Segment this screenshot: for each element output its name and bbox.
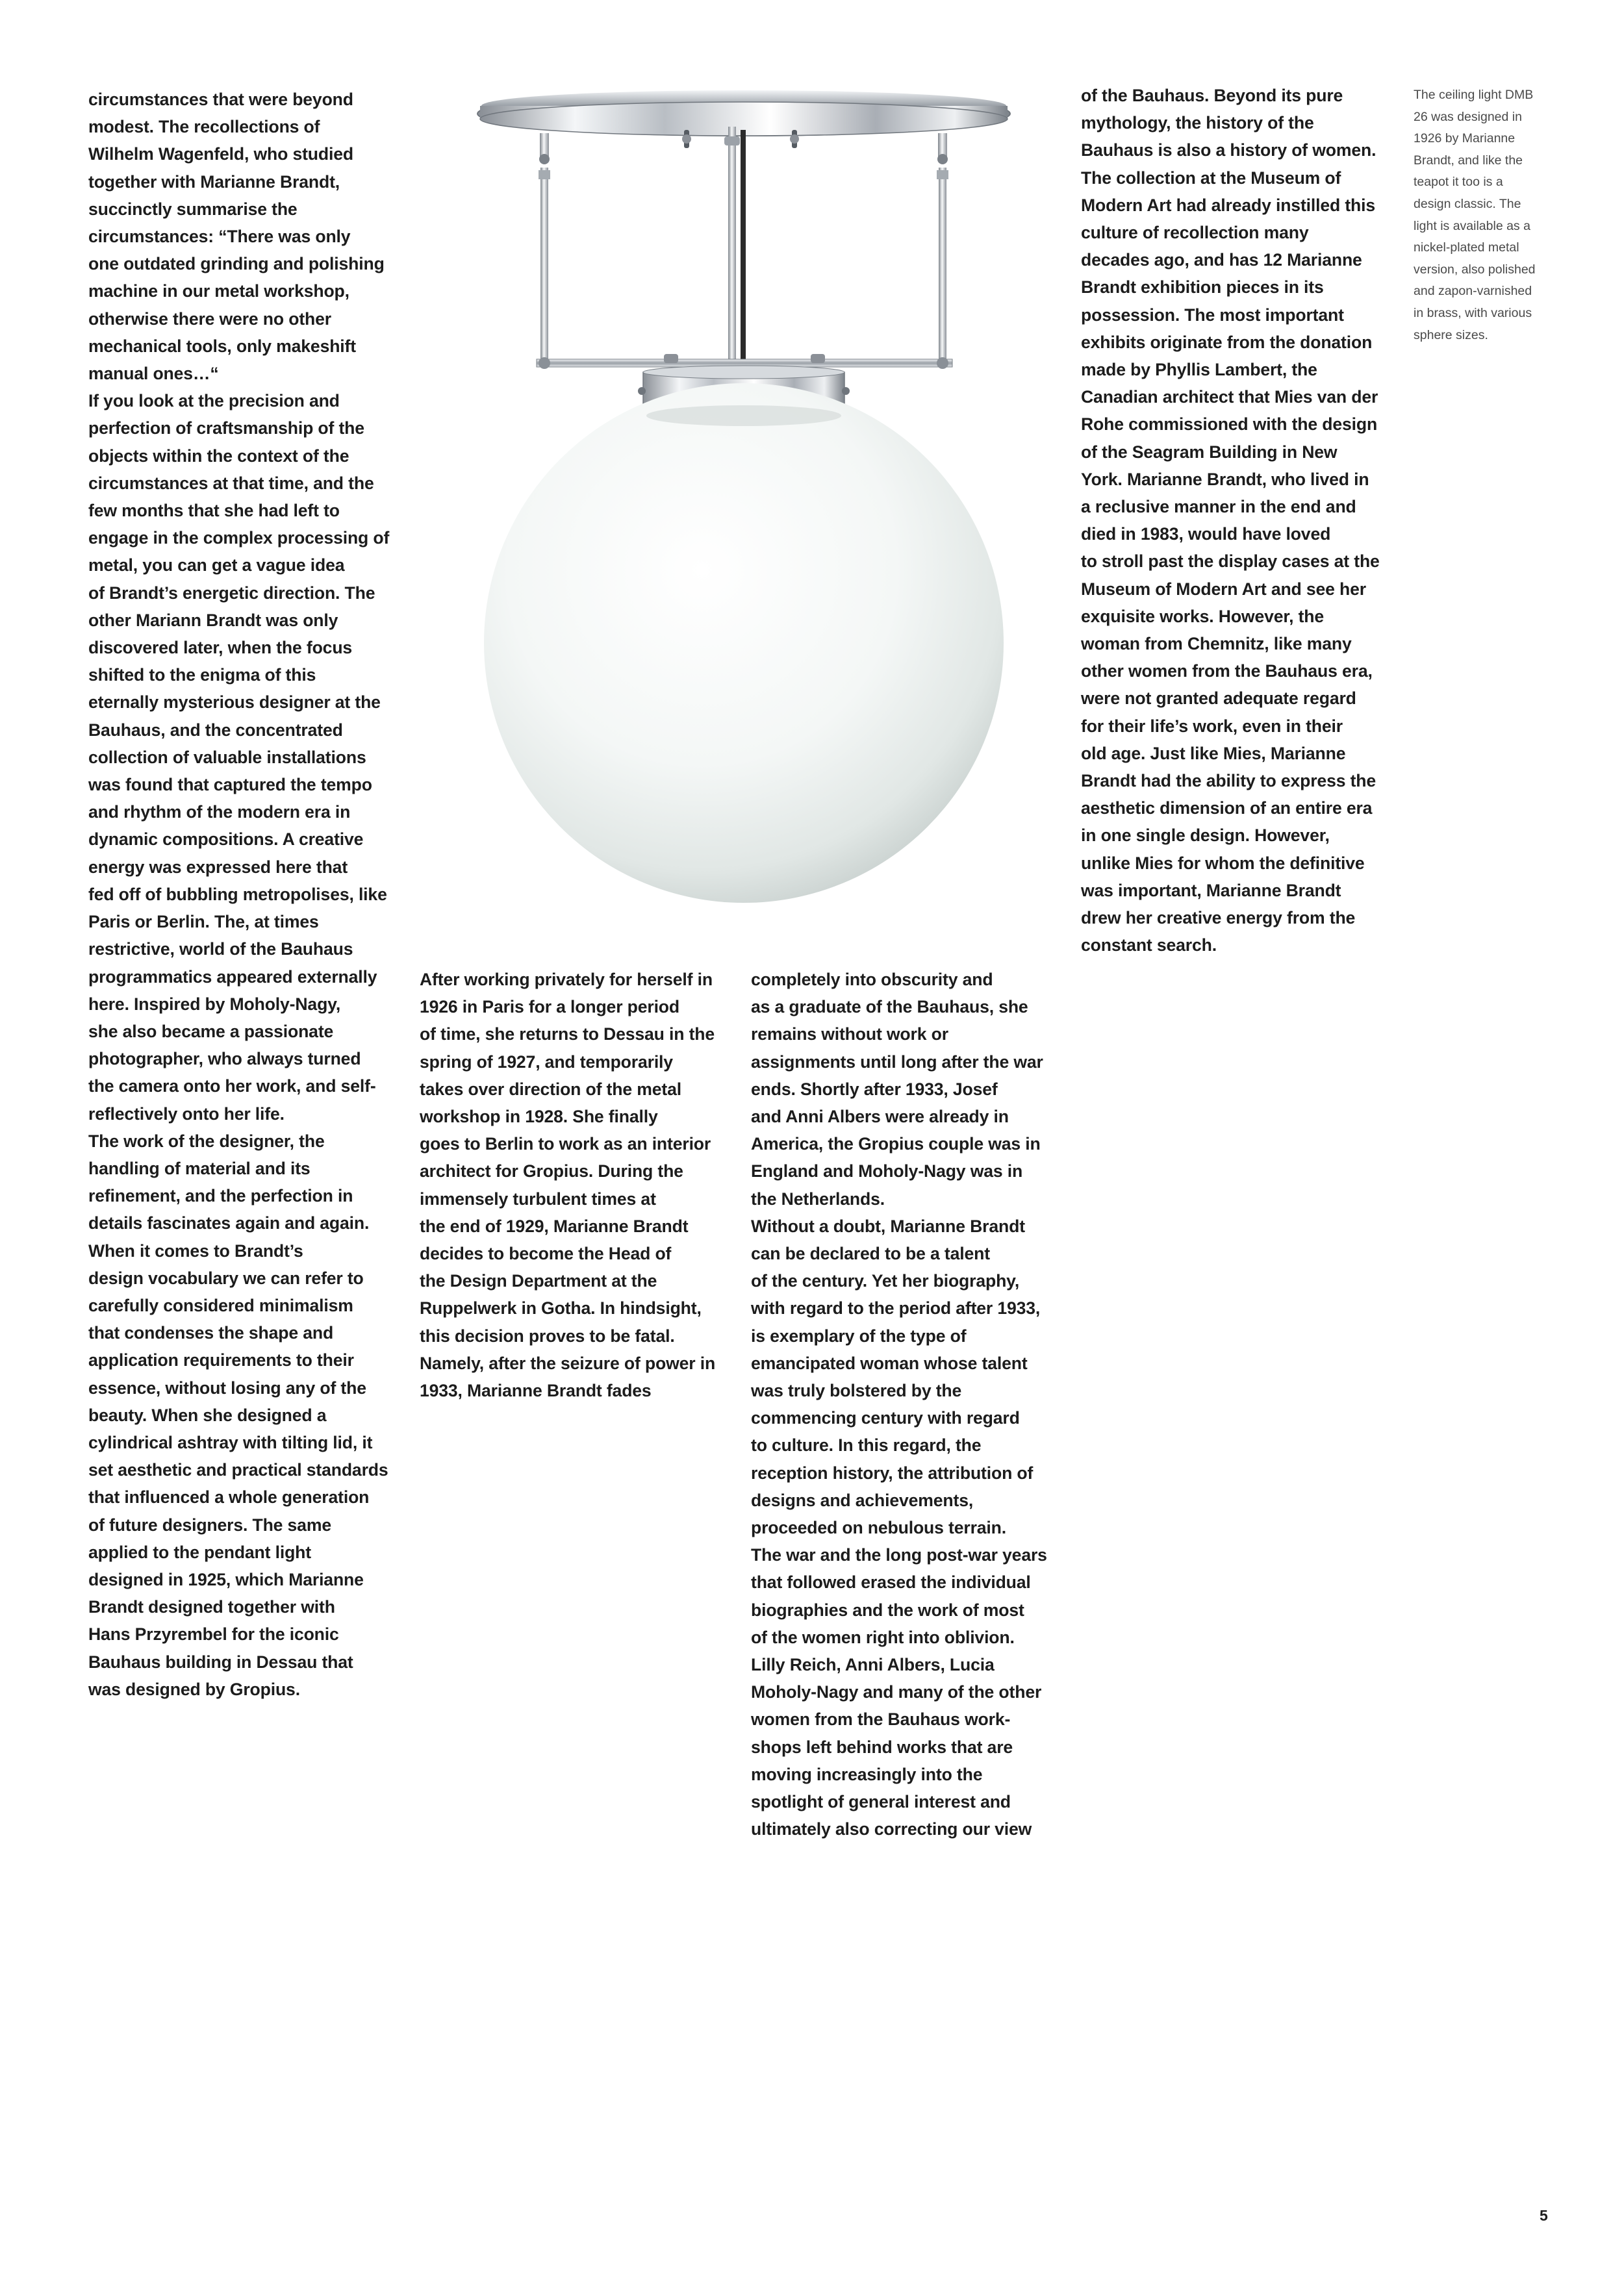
text-line: emancipated woman whose talent [751, 1353, 1028, 1373]
text-line: the Netherlands. [751, 1189, 885, 1209]
text-line: old age. Just like Mies, Marianne [1081, 743, 1346, 763]
text-line: manual ones…“ [88, 364, 219, 384]
text-line: designed in 1925, which Marianne [88, 1569, 364, 1589]
text-line: Brandt exhibition pieces in its [1081, 277, 1324, 297]
text-line: If you look at the precision and [88, 391, 340, 411]
text-line: details fascinates again and again. [88, 1213, 370, 1233]
text-line: completely into obscurity and [751, 970, 993, 989]
text-line: decides to become the Head of [420, 1244, 672, 1264]
text-line: drew her creative energy from the [1081, 908, 1356, 928]
text-line: Museum of Modern Art and see her [1081, 579, 1366, 599]
text-line: in one single design. However, [1081, 826, 1330, 846]
ceiling-lamp-photo [455, 78, 1026, 935]
text-line: otherwise there were no other [88, 309, 331, 329]
text-line: Bauhaus, and the concentrated [88, 720, 343, 740]
text-line: died in 1983, would have loved [1081, 524, 1331, 544]
text-line: Rohe commissioned with the design [1081, 414, 1378, 435]
text-line: and Anni Albers were already in [751, 1107, 1009, 1127]
text-line: circumstances: “There was only [88, 227, 351, 247]
caption-line: The ceiling light DMB [1414, 88, 1534, 102]
text-line: reflectively onto her life. [88, 1104, 285, 1124]
text-line: photographer, who always turned [88, 1049, 361, 1069]
text-line: engage in the complex processing of [88, 528, 390, 548]
text-line: York. Marianne Brandt, who lived in [1081, 469, 1369, 489]
text-line: architect for Gropius. During the [420, 1161, 683, 1181]
text-line: decades ago, and has 12 Marianne [1081, 250, 1362, 270]
text-line: that condenses the shape and [88, 1323, 334, 1343]
text-line: workshop in 1928. She finally [420, 1107, 658, 1127]
text-line: one outdated grinding and polishing [88, 254, 385, 274]
text-line: unlike Mies for whom the definitive [1081, 853, 1365, 873]
text-line: energy was expressed here that [88, 857, 348, 877]
text-line: ultimately also correcting our view [751, 1819, 1032, 1839]
text-line: constant search. [1081, 935, 1217, 955]
text-line: Bauhaus is also a history of women. [1081, 140, 1377, 160]
text-line: to culture. In this regard, the [751, 1435, 982, 1456]
caption-line: and zapon-varnished [1414, 284, 1532, 299]
text-line: 1933, Marianne Brandt fades [420, 1381, 652, 1401]
text-line: applied to the pendant light [88, 1542, 311, 1562]
text-line: England and Moholy-Nagy was in [751, 1161, 1023, 1181]
text-line: together with Marianne Brandt, [88, 171, 340, 192]
text-line: of Brandt’s energetic direction. The [88, 583, 375, 603]
text-line: was found that captured the tempo [88, 775, 372, 795]
text-line: Bauhaus building in Dessau that [88, 1652, 353, 1672]
caption-line: version, also polished [1414, 262, 1536, 277]
text-line: and rhythm of the modern era in [88, 802, 351, 822]
page-number: 5 [1540, 2207, 1548, 2224]
text-line: moving increasingly into the [751, 1764, 983, 1784]
text-line: of the Bauhaus. Beyond its pure [1081, 86, 1343, 105]
text-line: Wilhelm Wagenfeld, who studied [88, 144, 353, 164]
text-line: commencing century with regard [751, 1408, 1020, 1428]
text-line: Brandt had the ability to express the [1081, 771, 1377, 791]
text-line: designs and achievements, [751, 1490, 974, 1510]
text-line: refinement, and the perfection in [88, 1186, 353, 1206]
text-line: takes over direction of the metal [420, 1079, 681, 1099]
text-line: women from the Bauhaus work- [751, 1709, 1011, 1730]
text-line: America, the Gropius couple was in [751, 1134, 1041, 1154]
body-column-2 [420, 966, 715, 1404]
text-line: were not granted adequate regard [1081, 688, 1356, 709]
text-line: When it comes to Brandt’s [88, 1241, 303, 1261]
caption-line: design classic. The [1414, 196, 1521, 211]
body-column-1 [88, 86, 389, 1703]
text-line: remains without work or [751, 1024, 948, 1044]
text-line: machine in our metal workshop, [88, 281, 349, 301]
text-line: here. Inspired by Moholy-Nagy, [88, 994, 341, 1014]
text-line: circumstances that were beyond [88, 90, 353, 109]
text-line: possession. The most important [1081, 305, 1344, 325]
text-line: culture of recollection many [1081, 223, 1309, 243]
text-line: of future designers. The same [88, 1515, 331, 1535]
text-line: proceeded on nebulous terrain. [751, 1518, 1006, 1538]
text-line: can be declared to be a talent [751, 1244, 990, 1264]
text-line: Brandt designed together with [88, 1597, 335, 1617]
text-line: aesthetic dimension of an entire era [1081, 798, 1373, 818]
text-line: Moholy-Nagy and many of the other [751, 1682, 1042, 1702]
text-line: this decision proves to be fatal. [420, 1326, 675, 1346]
text-line: modest. The recollections of [88, 117, 320, 137]
text-line: Without a doubt, Marianne Brandt [751, 1216, 1025, 1236]
text-line: biographies and the work of most [751, 1600, 1024, 1620]
text-line: handling of material and its [88, 1158, 311, 1178]
text-line: few months that she had left to [88, 501, 340, 521]
text-line: essence, without losing any of the [88, 1378, 366, 1398]
text-line: eternally mysterious designer at the [88, 692, 381, 713]
text-line: is exemplary of the type of [751, 1326, 967, 1346]
text-line: she also became a passionate [88, 1021, 334, 1041]
text-line: beauty. When she designed a [88, 1405, 327, 1425]
text-line: woman from Chemnitz, like many [1081, 634, 1352, 654]
text-line: with regard to the period after 1933, [751, 1298, 1041, 1318]
body-column-4 [1081, 82, 1380, 959]
text-line: was truly bolstered by the [751, 1381, 962, 1401]
text-line: After working privately for herself in [420, 970, 713, 989]
text-line: discovered later, when the focus [88, 638, 353, 658]
caption-line: nickel-plated metal [1414, 240, 1519, 255]
image-caption [1414, 84, 1536, 346]
caption-line: Brandt, and like the [1414, 153, 1523, 168]
text-line: Modern Art had already instilled this [1081, 195, 1376, 215]
text-line: design vocabulary we can refer to [88, 1268, 364, 1288]
text-line: goes to Berlin to work as an interior [420, 1134, 711, 1154]
text-line: was designed by Gropius. [88, 1679, 300, 1699]
text-line: The work of the designer, the [88, 1131, 325, 1151]
text-line: Lilly Reich, Anni Albers, Lucia [751, 1655, 995, 1675]
text-line: exquisite works. However, the [1081, 606, 1325, 626]
text-line: Namely, after the seizure of power in [420, 1353, 716, 1373]
text-line: programmatics appeared externally [88, 966, 377, 987]
caption-line: in brass, with various [1414, 305, 1532, 320]
text-line: perfection of craftsmanship of the [88, 418, 364, 438]
text-line: mythology, the history of the [1081, 113, 1314, 133]
text-line: collection of valuable installations [88, 747, 366, 767]
text-line: carefully considered minimalism [88, 1295, 353, 1315]
text-line: succinctly summarise the [88, 199, 298, 219]
text-line: spotlight of general interest and [751, 1792, 1011, 1812]
text-line: application requirements to their [88, 1350, 354, 1370]
text-line: shops left behind works that are [751, 1737, 1013, 1757]
text-line: to stroll past the display cases at the [1081, 551, 1380, 572]
text-line: assignments until long after the war [751, 1052, 1043, 1072]
text-line: exhibits originate from the donation [1081, 332, 1373, 352]
caption-line: 26 was designed in [1414, 109, 1522, 124]
text-line: the camera onto her work, and self- [88, 1076, 376, 1096]
text-line: immensely turbulent times at [420, 1189, 656, 1209]
text-line: of the Seagram Building in New [1081, 442, 1338, 462]
text-line: circumstances at that time, and the [88, 473, 374, 493]
text-line: Hans Przyrembel for the iconic [88, 1624, 339, 1645]
text-line: fed off of bubbling metropolises, like [88, 884, 387, 904]
text-line: 1926 in Paris for a longer period [420, 997, 679, 1017]
text-line: the Design Department at the [420, 1271, 657, 1291]
text-line: restrictive, world of the Bauhaus [88, 939, 353, 959]
text-line: Canadian architect that Mies van der [1081, 387, 1378, 407]
text-line: of the women right into oblivion. [751, 1627, 1015, 1647]
body-column-3 [751, 966, 1047, 1843]
text-line: as a graduate of the Bauhaus, she [751, 997, 1028, 1017]
text-line: cylindrical ashtray with tilting lid, it [88, 1432, 373, 1452]
text-line: made by Phyllis Lambert, the [1081, 360, 1317, 380]
text-line: other women from the Bauhaus era, [1081, 661, 1373, 681]
text-line: that followed erased the individual [751, 1572, 1031, 1593]
text-line: for their life’s work, even in their [1081, 716, 1343, 736]
suspension-rods [539, 127, 948, 364]
text-line: set aesthetic and practical standards [88, 1460, 388, 1480]
text-line: Ruppelwerk in Gotha. In hindsight, [420, 1298, 702, 1318]
text-line: other Mariann Brandt was only [88, 610, 338, 630]
text-line: spring of 1927, and temporarily [420, 1052, 673, 1072]
text-line: objects within the context of the [88, 446, 349, 466]
text-line: mechanical tools, only makeshift [88, 336, 356, 356]
caption-line: light is available as a [1414, 218, 1530, 233]
ceiling-rose [477, 90, 1010, 136]
text-line: The collection at the Museum of [1081, 168, 1341, 188]
text-line: The war and the long post-war years [751, 1545, 1047, 1565]
caption-line: sphere sizes. [1414, 327, 1488, 342]
text-line: Paris or Berlin. The, at times [88, 912, 319, 932]
text-line: reception history, the attribution of [751, 1463, 1034, 1483]
caption-line: 1926 by Marianne [1414, 131, 1516, 146]
text-line: metal, you can get a vague idea [88, 555, 345, 575]
text-line: dynamic compositions. A creative [88, 829, 364, 850]
caption-line: teapot it too is a [1414, 175, 1503, 190]
text-line: that influenced a whole generation [88, 1487, 370, 1508]
text-line: was important, Marianne Brandt [1081, 880, 1341, 900]
text-line: shifted to the enigma of this [88, 665, 316, 685]
text-line: a reclusive manner in the end and [1081, 497, 1356, 517]
text-line: of time, she returns to Dessau in the [420, 1024, 715, 1044]
text-line: the end of 1929, Marianne Brandt [420, 1216, 689, 1236]
glass-sphere [484, 383, 1004, 903]
text-line: of the century. Yet her biography, [751, 1271, 1020, 1291]
text-line: ends. Shortly after 1933, Josef [751, 1079, 998, 1099]
